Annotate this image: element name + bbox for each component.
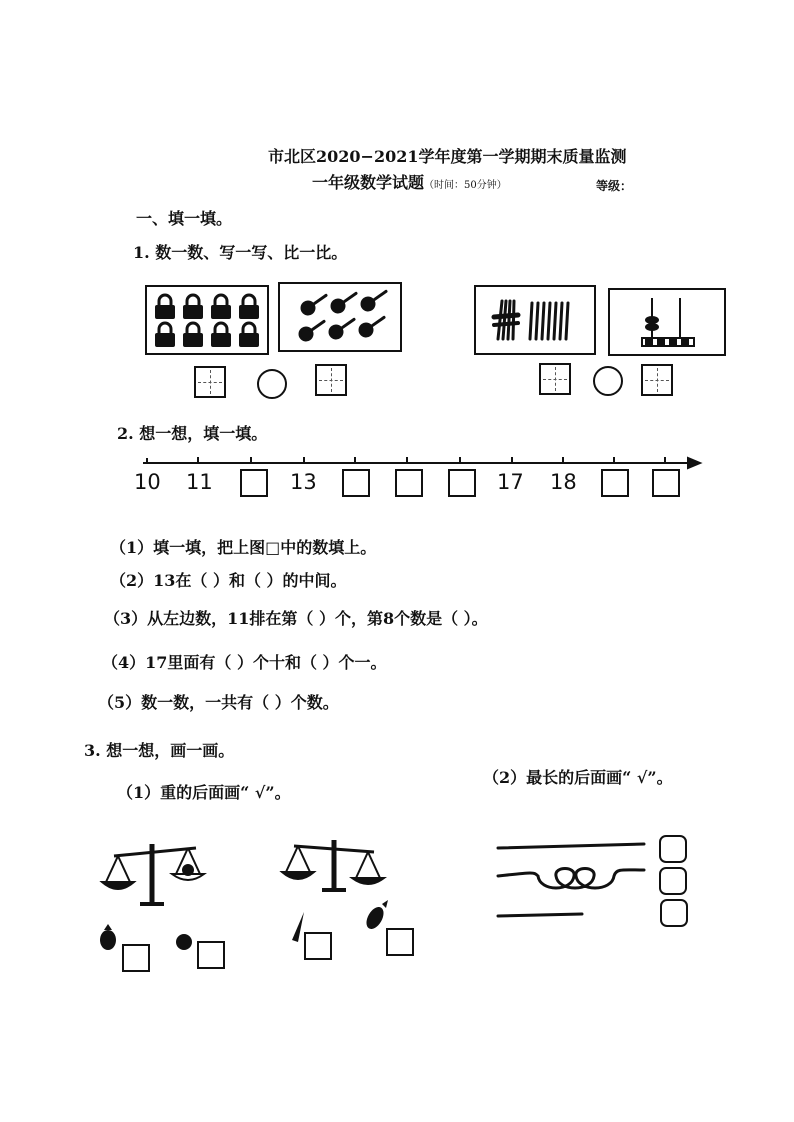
answer-grid-locks[interactable]	[194, 366, 226, 398]
number-line-label: 17	[497, 470, 524, 494]
locks-picture	[145, 285, 269, 355]
subquestion-1: （1）填一填，把上图□中的数填上。	[110, 538, 377, 557]
lines-comparison	[494, 836, 674, 926]
compare-circle-2[interactable]	[593, 366, 623, 396]
number-line-blank[interactable]	[395, 469, 423, 497]
lock-icon	[147, 287, 267, 353]
grade-label: 等级：	[596, 179, 633, 193]
question-2-label: 2. 想一想，填一填。	[117, 424, 268, 443]
check-box-line-1[interactable]	[659, 835, 687, 863]
balance-scale-icon	[278, 836, 388, 896]
number-line-label: 18	[550, 470, 577, 494]
number-line-blank[interactable]	[601, 469, 629, 497]
abacus-picture	[608, 288, 726, 356]
sticks-picture	[474, 285, 596, 355]
fish-icon	[362, 900, 388, 936]
subquestion-4: （4）17里面有（ ）个十和（ ）个一。	[102, 653, 387, 672]
subject-title: 一年级数学试题	[312, 173, 425, 192]
section-heading: 一、填一填。	[136, 209, 233, 228]
stick-bundle-icon	[476, 287, 594, 353]
pineapple-icon	[96, 922, 120, 952]
time-note: （时间：50分钟）	[424, 180, 507, 191]
check-box-apple[interactable]	[197, 941, 225, 969]
abacus-icon	[610, 290, 724, 354]
check-box-line-2[interactable]	[659, 867, 687, 895]
key-icon	[280, 284, 400, 350]
question-1-label: 1. 数一数、写一写、比一比。	[133, 243, 348, 262]
number-line-blank[interactable]	[448, 469, 476, 497]
number-line-label: 10	[134, 470, 161, 494]
question-3-part-1: （1）重的后面画“ √”。	[117, 783, 291, 802]
question-3-part-2: （2）最长的后面画“ √”。	[483, 768, 673, 787]
exam-subtitle	[312, 170, 507, 193]
check-box-fish[interactable]	[386, 928, 414, 956]
check-box-line-3[interactable]	[660, 899, 688, 927]
answer-grid-keys[interactable]	[315, 364, 347, 396]
compare-circle-1[interactable]	[257, 369, 287, 399]
subquestion-2: （2）13在（ ）和（ ）的中间。	[110, 571, 347, 590]
number-line-blank[interactable]	[652, 469, 680, 497]
number-line-blank[interactable]	[342, 469, 370, 497]
exam-title: 市北区2020−2021学年度第一学期期末质量监测	[268, 147, 627, 166]
apple-icon	[174, 932, 194, 952]
subquestion-3: （3）从左边数，11排在第（ ）个，第8个数是（ ）。	[104, 609, 488, 628]
number-line-label: 13	[290, 470, 317, 494]
check-box-carrot[interactable]	[304, 932, 332, 960]
answer-grid-sticks[interactable]	[539, 363, 571, 395]
check-box-pineapple[interactable]	[122, 944, 150, 972]
balance-scale-icon	[100, 838, 210, 908]
subquestion-5: （5）数一数，一共有（ ）个数。	[98, 693, 339, 712]
number-line-blank[interactable]	[240, 469, 268, 497]
question-3-label: 3. 想一想，画一画。	[84, 741, 235, 760]
answer-grid-abacus[interactable]	[641, 364, 673, 396]
number-line-label: 11	[186, 470, 213, 494]
keys-picture	[278, 282, 402, 352]
